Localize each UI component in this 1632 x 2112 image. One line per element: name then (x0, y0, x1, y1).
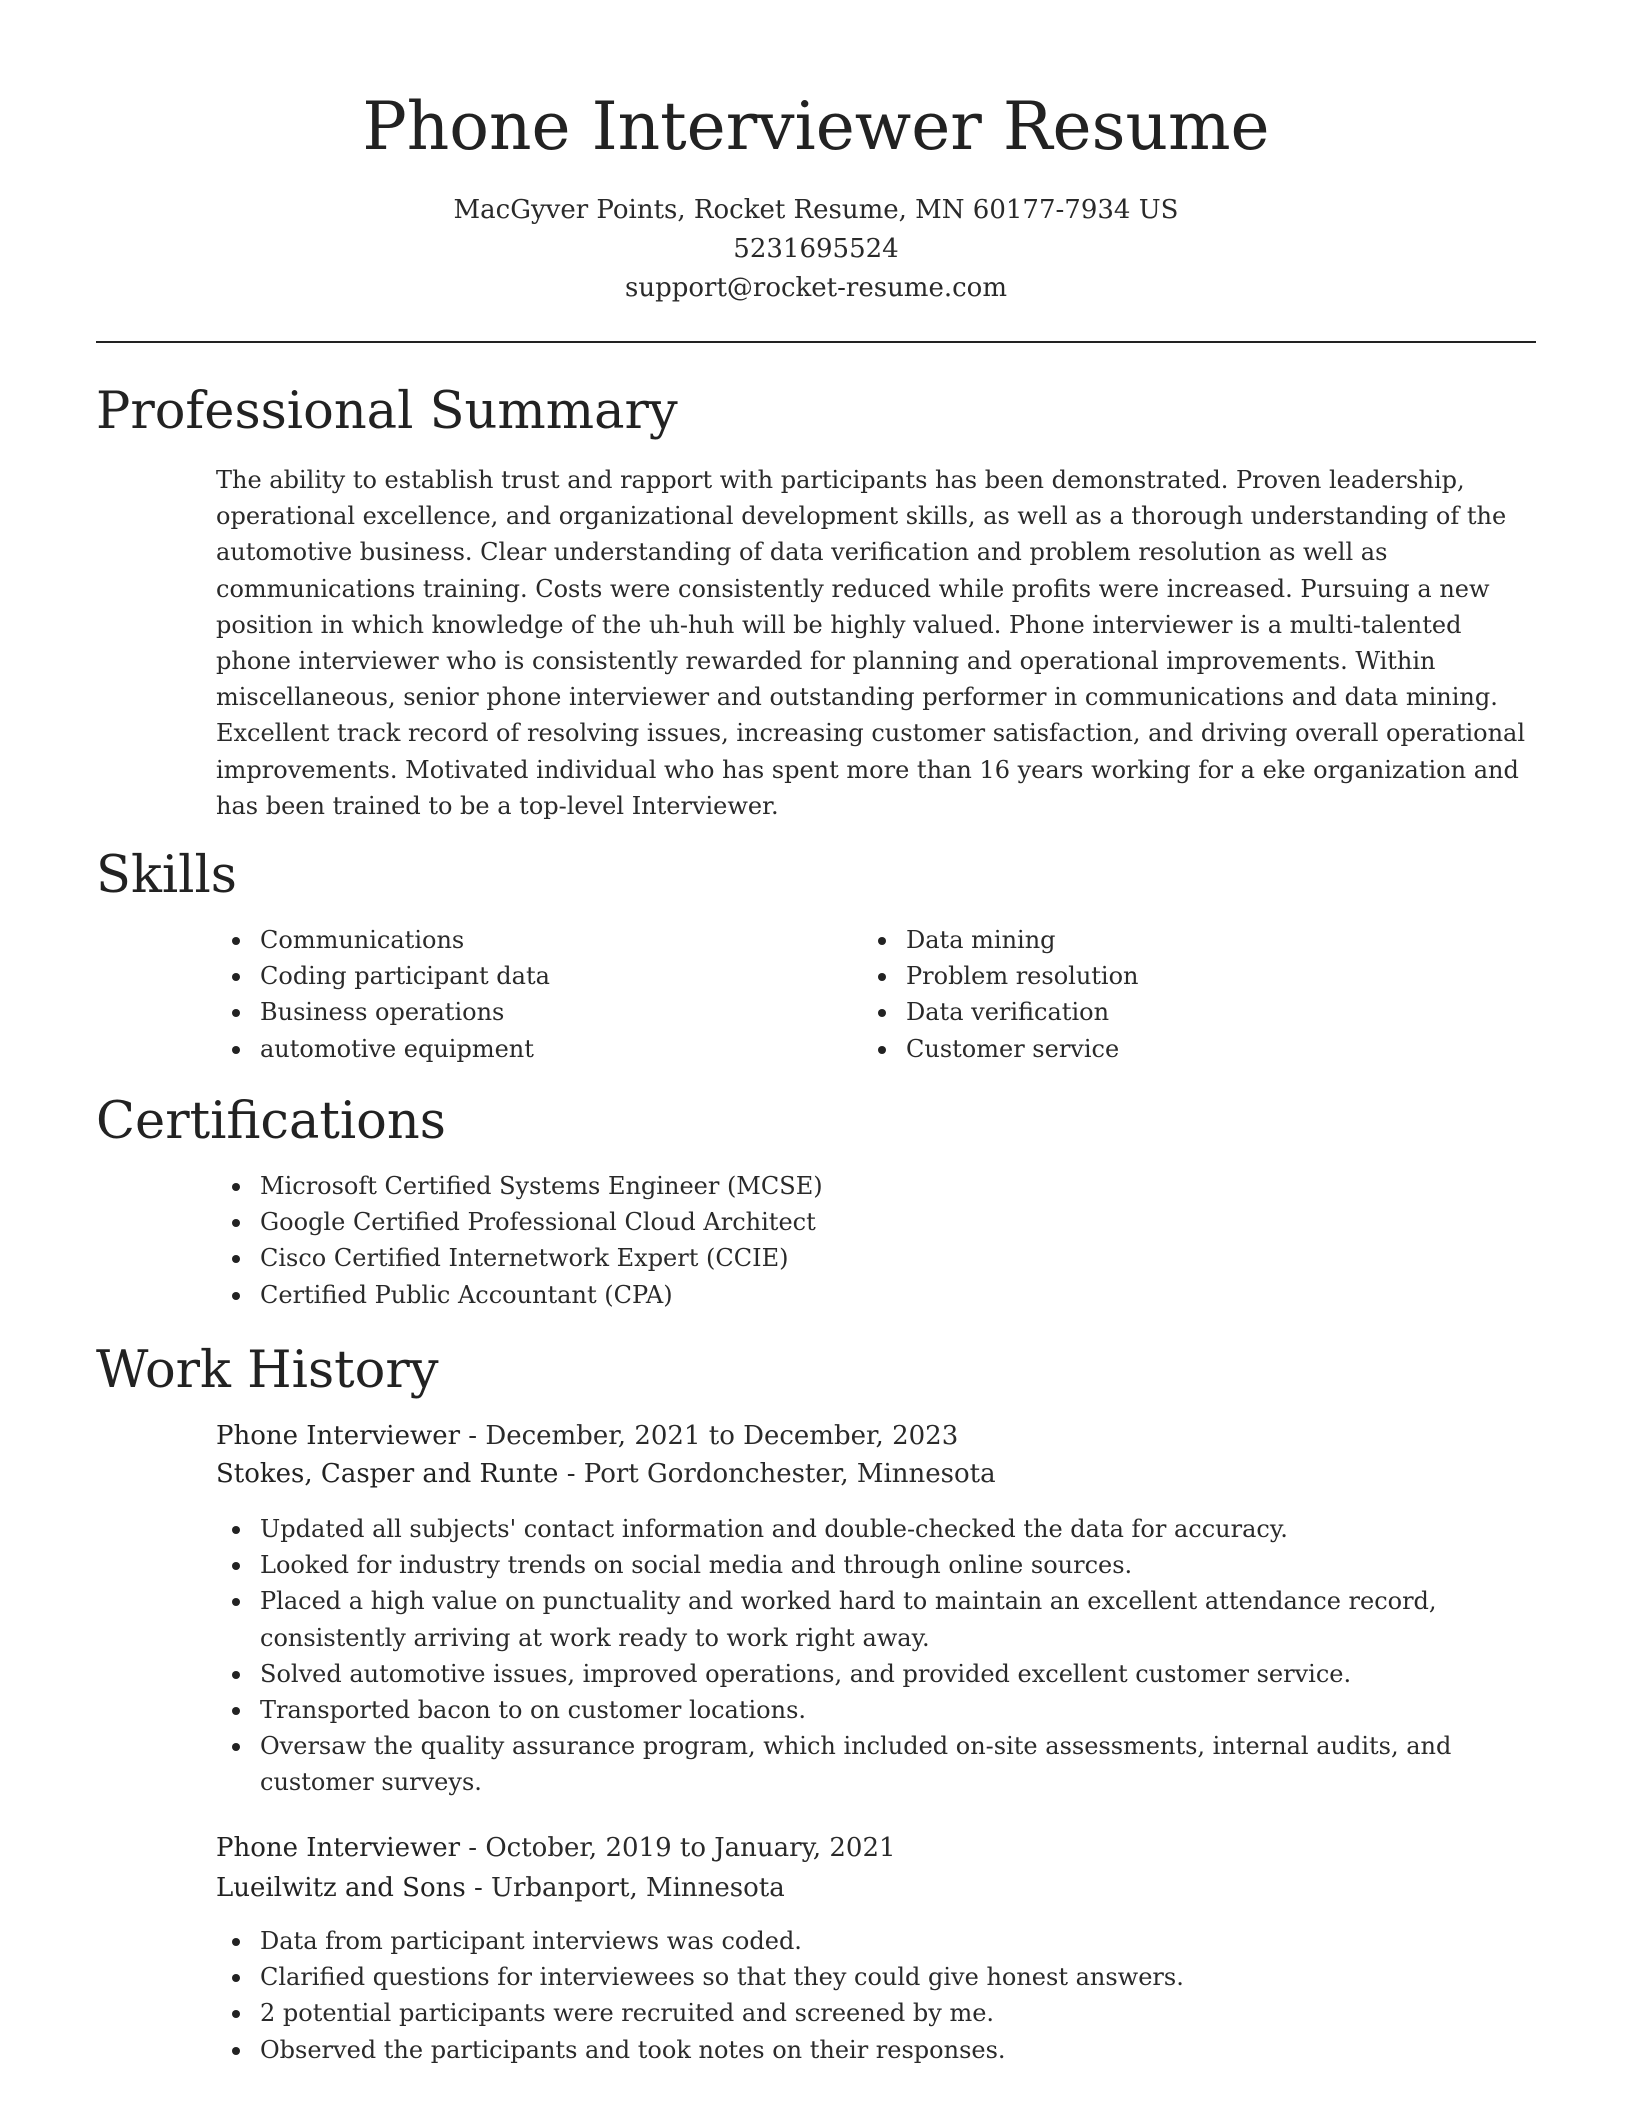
list-item: Data verification (862, 994, 1462, 1030)
job-company-line (216, 1870, 785, 1906)
list-item: Business operations (216, 994, 816, 1030)
job-title-line (216, 1830, 896, 1866)
job-location: - Urbanport, Minnesota (465, 1873, 785, 1903)
list-item: Observed the participants and took notes on their responses. (216, 2032, 1538, 2068)
list-item: Customer service (862, 1031, 1462, 1067)
resume-title: Phone Interviewer Resume (362, 88, 1270, 165)
section-title-certifications: Certifications (96, 1092, 446, 1151)
header-divider (96, 341, 1536, 343)
section-title-skills: Skills (96, 846, 237, 905)
job-duties-list (216, 1511, 1538, 1801)
contact-address: MacGyver Points, Rocket Resume, MN 60177-7934 US (453, 195, 1179, 225)
summary-text: The ability to establish trust and rapport with participants has been demonstrated. Proven leadership, operational excellence, and organizational development skills, as well as a thorough understanding of the automotive business. Clear understanding of data verification and problem resolution as well as communications training. Costs were consistently reduced while profits were increased. Pursuing a new position in which knowledge of the uh-huh will be highly valued. Phone interviewer is a multi-talented phone interviewer who is consistently rewarded for planning and operational improvements. Within miscellaneous, senior phone interviewer and outstanding performer in communications and data mining. Excellent track record of resolving issues, increasing customer satisfaction, and driving overall operational improvements. Motivated individual who has spent more than 16 years working for a eke organization and has been trained to be a top-level Interviewer. (216, 466, 1526, 820)
contact-email: support@rocket-resume.com (624, 273, 1007, 303)
section-title-summary: Professional Summary (96, 382, 678, 441)
job-title: Phone Interviewer (216, 1833, 461, 1863)
list-item: Transported bacon to on customer locations. (216, 1692, 1538, 1728)
list-item: Data from participant interviews was coded. (216, 1923, 1538, 1959)
job-company: Lueilwitz and Sons (216, 1873, 466, 1903)
job-dates: - October, 2019 to January, 2021 (460, 1833, 896, 1863)
job-company-line (216, 1456, 996, 1492)
section-title-work-history: Work History (96, 1341, 439, 1400)
list-item: Clarified questions for interviewees so that they could give honest answers. (216, 1959, 1538, 1995)
skills-list-right (862, 922, 1462, 1067)
list-item: Certified Public Accountant (CPA) (216, 1277, 1416, 1313)
job-title-line (216, 1418, 958, 1454)
job-location: - Port Gordonchester, Minnesota (558, 1459, 996, 1489)
list-item: Communications (216, 922, 816, 958)
list-item: Placed a high value on punctuality and worked hard to maintain an excellent attendance record, consistently arriving at work ready to work right away. (216, 1583, 1538, 1655)
job-company: Stokes, Casper and Runte (216, 1459, 559, 1489)
list-item: Data mining (862, 922, 1462, 958)
list-item: Google Certified Professional Cloud Architect (216, 1204, 1416, 1240)
job-title: Phone Interviewer (216, 1421, 461, 1451)
list-item: automotive equipment (216, 1031, 816, 1067)
certifications-list (216, 1168, 1416, 1313)
skills-list-left (216, 922, 816, 1067)
list-item: Microsoft Certified Systems Engineer (MCSE) (216, 1168, 1416, 1204)
list-item: 2 potential participants were recruited and screened by me. (216, 1995, 1538, 2031)
contact-phone: 5231695524 (733, 234, 899, 264)
job-duties-list (216, 1923, 1538, 2068)
list-item: Oversaw the quality assurance program, which included on-site assessments, internal audits, and customer surveys. (216, 1728, 1538, 1800)
list-item: Solved automotive issues, improved operations, and provided excellent customer service. (216, 1656, 1538, 1692)
list-item: Updated all subjects' contact information and double-checked the data for accuracy. (216, 1511, 1538, 1547)
list-item: Cisco Certified Internetwork Expert (CCIE) (216, 1240, 1416, 1276)
job-dates: - December, 2021 to December, 2023 (460, 1421, 959, 1451)
list-item: Problem resolution (862, 958, 1462, 994)
list-item: Coding participant data (216, 958, 816, 994)
list-item: Looked for industry trends on social media and through online sources. (216, 1547, 1538, 1583)
